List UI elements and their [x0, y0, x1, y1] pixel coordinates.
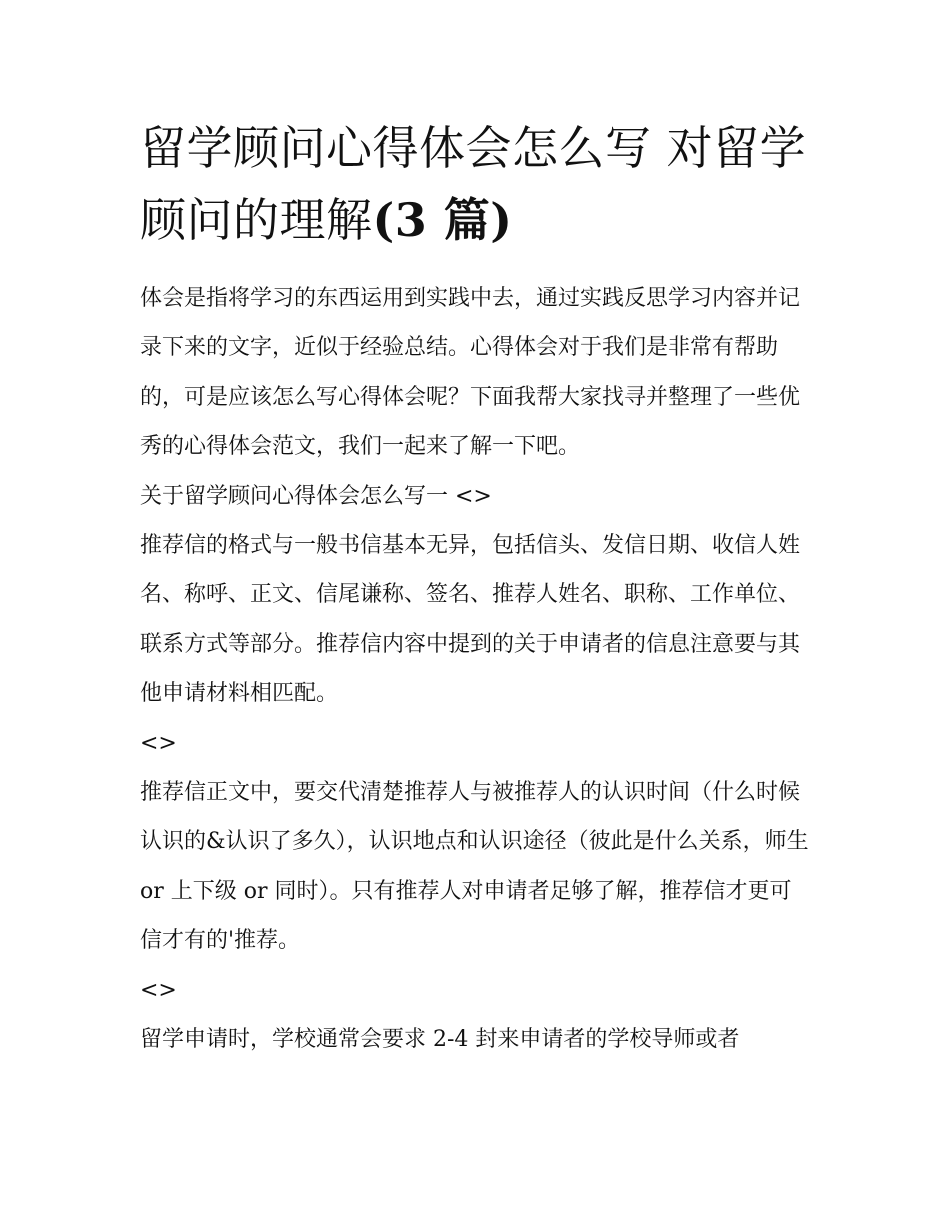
document-title-main: 留学顾问心得体会怎么写 对留学顾问的理解 — [140, 121, 807, 247]
body-paragraph-application: 留学申请时，学校通常会要求 2-4 封来申请者的学校导师或者 — [140, 1027, 740, 1053]
intro-paragraph: 体会是指将学习的东西运用到实践中去，通过实践反思学习内容并记录下来的文字，近似于经验总结。心得体会对于我们是非常有帮助的，可是应该怎么写心得体会呢？下面我帮大家找寻并整理了一些优秀的心得体会范文，我们一起来了解一下吧。 — [140, 286, 801, 460]
body-paragraph-format: 推荐信的格式与一般书信基本无异，包括信头、发信日期、收信人姓名、称呼、正文、信尾谦称、签名、推荐人姓名、职称、工作单位、联系方式等部分。推荐信内容中提到的关于申请者的信息注意要与其他申请材料相匹配。 — [140, 533, 801, 707]
separator-marker: <> — [140, 730, 177, 756]
body-paragraph-content: 推荐信正文中，要交代清楚推荐人与被推荐人的认识时间（什么时候认识的&认识了多久），认识地点和认识途径（彼此是什么关系，师生 or 上下级 or 同时）。只有推荐人对申请者足够了解，推荐信才更可信才有的'推荐。 — [140, 780, 809, 954]
section-heading-1: 关于留学顾问心得体会怎么写一 <> — [140, 483, 492, 509]
document-title-count: (3 篇) — [372, 193, 513, 247]
document-title — [140, 112, 812, 256]
separator-marker: <> — [140, 977, 177, 1003]
